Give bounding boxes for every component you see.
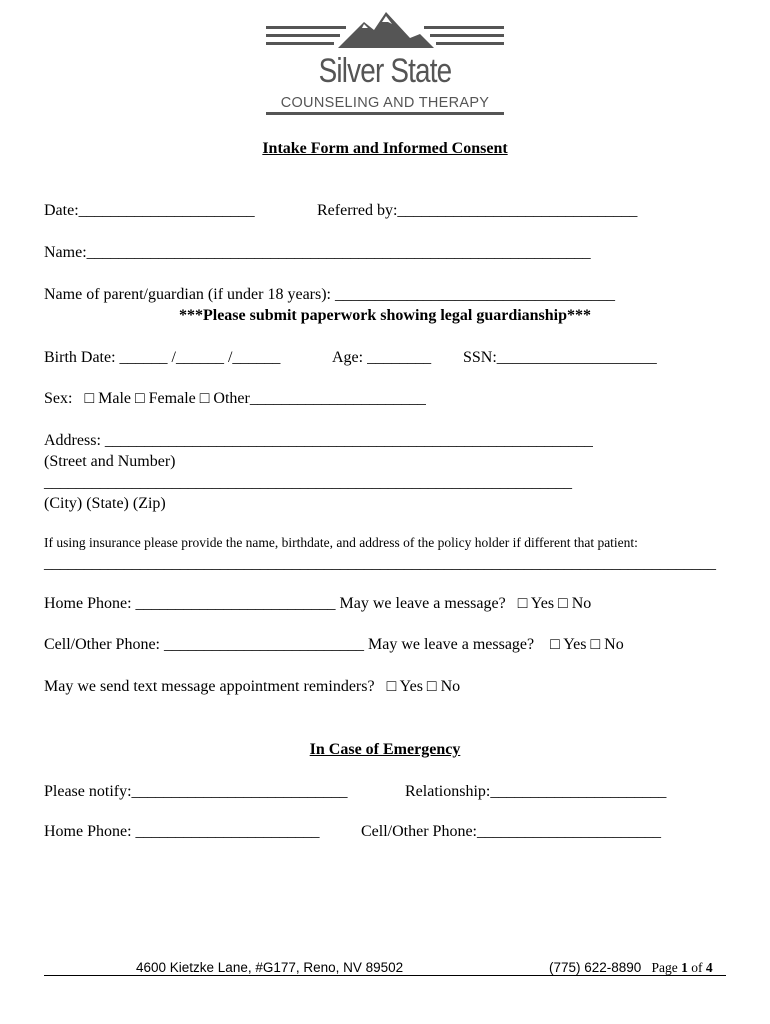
of-label: of: [691, 960, 703, 975]
emergency-notify-field[interactable]: Please notify:___________________________: [44, 783, 348, 800]
city-hint: (City) (State) (Zip): [44, 495, 166, 512]
emergency-relationship-field[interactable]: Relationship:______________________: [405, 783, 667, 800]
emergency-heading: In Case of Emergency: [309, 741, 461, 758]
ssn-field[interactable]: SSN:____________________: [463, 349, 657, 366]
logo-name: Silver State: [318, 52, 452, 90]
footer-divider: [44, 975, 726, 976]
guardian-note: ***Please submit paperwork showing legal guardianship***: [178, 307, 592, 324]
logo-subtitle: COUNSELING AND THERAPY: [280, 95, 490, 111]
address-field[interactable]: Address: _____________________________________________________________: [44, 432, 593, 449]
home-phone-field[interactable]: Home Phone: _________________________ May we leave a message? □ Yes □ No: [44, 595, 592, 612]
page-number: 1: [681, 960, 688, 975]
page-total: 4: [705, 960, 713, 975]
guardian-field[interactable]: Name of parent/guardian (if under 18 years): ___________________________________: [44, 286, 615, 303]
footer-phone: (775) 622-8890: [549, 960, 642, 975]
city-field[interactable]: __________________________________________________________________: [44, 474, 572, 491]
referred-by-field[interactable]: Referred by:______________________________: [317, 202, 638, 219]
insurance-text: If using insurance please provide the name, birthdate, and address of the policy holder if different that patient:: [44, 535, 638, 550]
company-logo: [264, 8, 506, 118]
page-label: Page: [651, 960, 678, 975]
date-field[interactable]: Date:______________________: [44, 202, 255, 219]
emergency-cell-phone-field[interactable]: Cell/Other Phone:_______________________: [361, 823, 661, 840]
sex-field[interactable]: Sex: □ Male □ Female □ Other______________________: [44, 390, 426, 407]
address-hint: (Street and Number): [44, 453, 176, 470]
emergency-home-phone-field[interactable]: Home Phone: _______________________: [44, 823, 320, 840]
footer-page-info: [549, 960, 713, 976]
footer-address: 4600 Kietzke Lane, #G177, Reno, NV 89502: [136, 960, 404, 975]
age-field[interactable]: Age: ________: [332, 349, 432, 366]
cell-phone-field[interactable]: Cell/Other Phone: _________________________ May we leave a message? □ Yes □ No: [44, 636, 624, 653]
birth-date-field[interactable]: Birth Date: ______ /______ /______: [44, 349, 281, 366]
insurance-field[interactable]: ____________________________________________________________________________________: [44, 555, 716, 572]
name-field[interactable]: Name:_______________________________________________________________: [44, 244, 591, 261]
form-title: Intake Form and Informed Consent: [262, 140, 508, 157]
text-reminder-field[interactable]: May we send text message appointment reminders? □ Yes □ No: [44, 678, 461, 695]
